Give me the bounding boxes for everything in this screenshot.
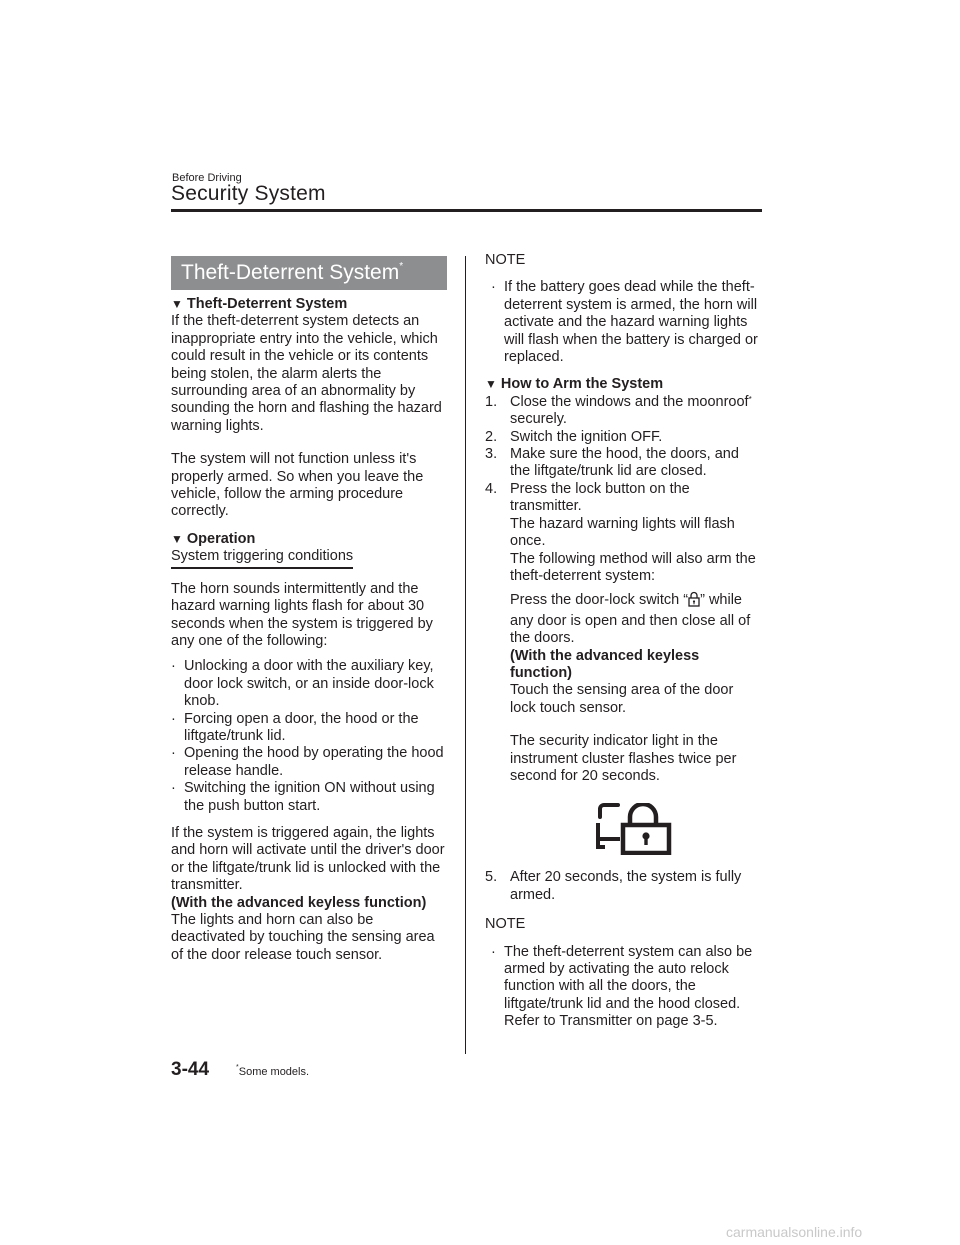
- note-list: [491, 279, 762, 366]
- spacer: [510, 717, 762, 733]
- left-column: [171, 256, 447, 964]
- lock-icon: [688, 591, 700, 612]
- step-item: [485, 869, 762, 904]
- step-text: After 20 seconds, the system is fully armed.: [510, 869, 742, 903]
- list-item-text: If the battery goes dead while the theft-deterrent system is armed, the horn will activate and the hazard warning lights will flash when the battery is charged or replaced.: [504, 279, 758, 366]
- step-text: The hazard warning lights will flash once.: [510, 515, 735, 550]
- banner-title: Theft-Deterrent System: [181, 261, 400, 284]
- bullet-dot: ·: [171, 658, 176, 675]
- bold-condition: (With the advanced keyless function): [510, 647, 700, 681]
- triangle-down-icon: ▼: [171, 531, 183, 546]
- list-item: [491, 944, 762, 1031]
- bold-condition: (With the advanced keyless function): [171, 894, 427, 911]
- watermark: carmanualsonline.info: [726, 1224, 863, 1240]
- list-item-text: The theft-deterrent system can also be armed by activating the auto relock function with all the doors, the liftgate/trunk lid and the hood closed.: [504, 943, 753, 1012]
- bullet-dot: ·: [171, 745, 176, 762]
- paragraph: If the theft-deterrent system detects an inappropriate entry into the vehicle, which could result in the vehicle or its contents being stolen, the alarm alerts the surrounding area of an abnormality by sounding the horn and flashing the hazard warning lights.: [171, 313, 442, 434]
- step-number: 4.: [485, 480, 498, 497]
- list-item: [491, 279, 762, 366]
- column-divider: [465, 256, 466, 1054]
- right-column: [485, 252, 762, 1041]
- step-text: Switch the ignition OFF.: [510, 428, 663, 445]
- subheading-how-to-arm: [485, 376, 762, 393]
- subheading-theft-deterrent: [171, 296, 447, 313]
- step-text: Press the door-lock switch “: [510, 592, 689, 609]
- list-item-text: Forcing open a door, the hood or the liftgate/trunk lid.: [184, 710, 419, 744]
- step-text: Close the windows and the moonroof: [510, 393, 749, 410]
- security-indicator-icon: [596, 803, 676, 855]
- step-text-lock-switch: [510, 591, 762, 647]
- list-item: [171, 780, 447, 815]
- paragraph: The horn sounds intermittently and the hazard warning lights flash for about 30 seconds when the system is triggered by any one of the following:: [171, 580, 433, 649]
- footnote-marker: *: [748, 394, 752, 404]
- step-item: [485, 446, 762, 481]
- step-item: [485, 429, 762, 446]
- note-list: [491, 944, 762, 1031]
- triangle-down-icon: ▼: [485, 377, 497, 392]
- underlined-heading: System triggering conditions: [171, 548, 353, 568]
- subheading-operation: [171, 531, 447, 548]
- bullet-dot: ·: [171, 780, 176, 797]
- step-number: 2.: [485, 428, 498, 445]
- paragraph: The lights and horn can also be deactivated by touching the sensing area of the door release touch sensor.: [171, 912, 435, 963]
- step-number: 5.: [485, 869, 498, 886]
- footnote-marker: *: [236, 1064, 239, 1071]
- section-label: Before Driving: [172, 172, 242, 184]
- triangle-down-icon: ▼: [171, 297, 183, 311]
- footnote-text: Some models.: [238, 1066, 310, 1078]
- list-item: [171, 658, 447, 710]
- list-item-text: Switching the ignition ON without using the push button start.: [184, 780, 435, 814]
- step-text: Press the lock button on the transmitter.: [510, 480, 690, 515]
- footnote: [236, 1066, 309, 1078]
- paragraph: If the system is triggered again, the lights and horn will activate until the driver's door or the liftgate/trunk lid is unlocked with the transmitter.: [171, 824, 445, 894]
- arming-steps: [485, 394, 762, 904]
- trigger-list: [171, 658, 447, 815]
- step-item: [485, 394, 762, 429]
- step-text: Touch the sensing area of the door lock touch sensor.: [510, 682, 734, 716]
- step-text: The security indicator light in the instrument cluster flashes twice per second for 20 seconds.: [510, 733, 737, 784]
- step-number: 3.: [485, 446, 498, 463]
- list-item: [171, 711, 447, 746]
- security-indicator-figure: [510, 803, 762, 855]
- page-number: 3-44: [171, 1059, 210, 1080]
- note-label: NOTE: [485, 252, 526, 268]
- paragraph: The system will not function unless it's properly armed. So when you leave the vehicle, follow the arming procedure correctly.: [171, 451, 424, 520]
- cross-reference: Refer to Transmitter on page 3-5.: [504, 1013, 718, 1030]
- subheading-text: Operation: [186, 530, 256, 547]
- bullet-dot: ·: [491, 279, 496, 296]
- section-title: Security System: [171, 182, 326, 205]
- bullet-dot: ·: [491, 943, 496, 960]
- header-rule: [171, 209, 762, 212]
- list-item-text: Opening the hood by operating the hood release handle.: [184, 745, 444, 779]
- list-item: [171, 745, 447, 780]
- title-banner: [171, 256, 447, 290]
- step-text: securely.: [510, 411, 567, 428]
- note-label: NOTE: [485, 916, 526, 933]
- step-number: 1.: [485, 393, 498, 410]
- subheading-text: How to Arm the System: [500, 376, 664, 393]
- bullet-dot: ·: [171, 710, 176, 727]
- step-item: [485, 481, 762, 856]
- list-item-text: Unlocking a door with the auxiliary key, door lock switch, or an inside door-lock knob.: [184, 658, 434, 710]
- step-text: Make sure the hood, the doors, and the liftgate/trunk lid are closed.: [510, 446, 739, 480]
- step-text: ” while any door is open and then close all of the doors.: [510, 592, 751, 647]
- step-text: The following method will also arm the theft-deterrent system:: [510, 550, 756, 584]
- subheading-text: Theft-Deterrent System: [186, 296, 348, 312]
- footnote-marker: *: [399, 261, 404, 272]
